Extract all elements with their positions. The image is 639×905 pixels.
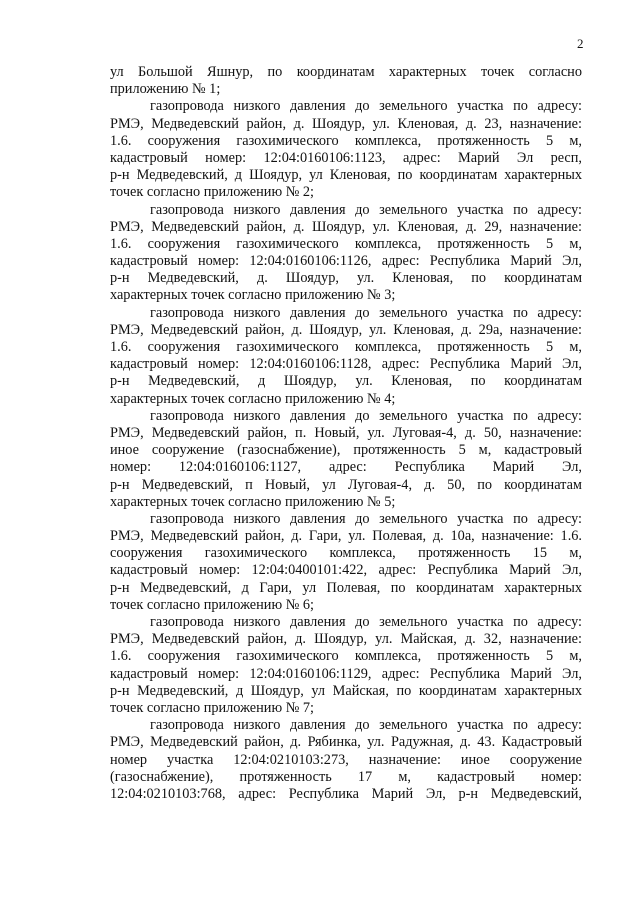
text-line: кадастровый номер: 12:04:0400101:422, адрес: Республика Марий Эл, (110, 562, 582, 579)
text-line: характерных точек согласно приложению № 5; (110, 493, 396, 510)
text-line: РМЭ, Медведевский район, д. Шоядур, ул. Кленовая, д. 23, назначение: (110, 115, 582, 132)
text-line: газопровода низкого давления до земельного участка по адресу: (150, 304, 582, 321)
text-line: иное сооружение (газоснабжение), протяженность 5 м, кадастровый (110, 442, 582, 459)
text-line: РМЭ, Медведевский район, д. Шоядур, ул. Майская, д. 32, назначение: (110, 631, 582, 648)
text-line: РМЭ, Медведевский район, д. Гари, ул. Полевая, д. 10а, назначение: 1.6. (110, 528, 582, 545)
text-line: 1.6. сооружения газохимического комплекса, протяженность 5 м, (110, 132, 582, 149)
text-line: газопровода низкого давления до земельного участка по адресу: (150, 614, 582, 630)
text-line: приложению № 1; (110, 81, 221, 98)
text-line: РМЭ, Медведевский район, д. Шоядур, ул. Кленовая, д. 29а, назначение: (110, 321, 582, 338)
text-line: точек согласно приложению № 7; (110, 699, 315, 716)
text-line: р-н Медведевский, д Шоядур, ул Кленовая, по координатам характерных (110, 167, 582, 184)
text-line: кадастровый номер: 12:04:0160106:1129, адрес: Республика Марий Эл, (110, 665, 582, 682)
text-line: характерных точек согласно приложению № 3; (110, 287, 396, 304)
text-line: сооружения газохимического комплекса, протяженность 15 м, (110, 545, 582, 562)
text-line: 1.6. сооружения газохимического комплекса, протяженность 5 м, (110, 339, 582, 355)
text-line: газопровода низкого давления до земельного участка по адресу: (150, 98, 582, 115)
text-line: кадастровый номер: 12:04:0160106:1128, адрес: Республика Марий Эл, (110, 356, 582, 373)
document-body (110, 64, 582, 803)
text-line: р-н Медведевский, д Шоядур, ул. Кленовая, по координатам (110, 373, 582, 390)
text-line: 1.6. сооружения газохимического комплекса, протяженность 5 м, (110, 648, 582, 665)
text-line: кадастровый номер: 12:04:0160106:1126, адрес: Республика Марий Эл, (110, 253, 582, 270)
text-line: газопровода низкого давления до земельного участка по адресу: (150, 201, 582, 218)
text-line: р-н Медведевский, д Гари, ул Полевая, по координатам характерных (110, 579, 582, 596)
text-line: РМЭ, Медведевский район, п. Новый, ул. Луговая-4, д. 50, назначение: (110, 424, 582, 441)
text-line: характерных точек согласно приложению № 4; (110, 390, 396, 407)
text-line: р-н Медведевский, д. Шоядур, ул. Кленовая, по координатам (110, 270, 582, 287)
text-line: ул Большой Яшнур, по координатам характерных точек согласно (110, 64, 582, 80)
text-line: РМЭ, Медведевский район, д. Рябинка, ул. Радужная, д. 43. Кадастровый (110, 734, 582, 751)
text-line: газопровода низкого давления до земельного участка по адресу: (150, 407, 582, 424)
text-line: р-н Медведевский, п Новый, ул Луговая-4, д. 50, по координатам (110, 476, 582, 493)
text-line: номер: 12:04:0160106:1127, адрес: Республика Марий Эл, (110, 459, 582, 476)
page-number: 2 (577, 36, 584, 51)
text-line: 12:04:0210103:768, адрес: Республика Марий Эл, р-н Медведевский, (110, 785, 582, 802)
text-line: кадастровый номер: 12:04:0160106:1123, адрес: Марий Эл респ, (110, 149, 582, 166)
text-line: р-н Медведевский, д Шоядур, ул Майская, по координатам характерных (110, 682, 582, 699)
text-line: номер участка 12:04:0210103:273, назначение: иное сооружение (110, 751, 582, 768)
text-line: 1.6. сооружения газохимического комплекса, протяженность 5 м, (110, 235, 582, 252)
text-line: РМЭ, Медведевский район, д. Шоядур, ул. Кленовая, д. 29, назначение: (110, 218, 582, 235)
text-line: точек согласно приложению № 2; (110, 184, 315, 201)
text-line: газопровода низкого давления до земельного участка по адресу: (150, 717, 582, 734)
text-line: точек согласно приложению № 6; (110, 596, 315, 613)
text-line: (газоснабжение), протяженность 17 м, кадастровый номер: (110, 768, 582, 785)
text-line: газопровода низкого давления до земельного участка по адресу: (150, 510, 582, 527)
